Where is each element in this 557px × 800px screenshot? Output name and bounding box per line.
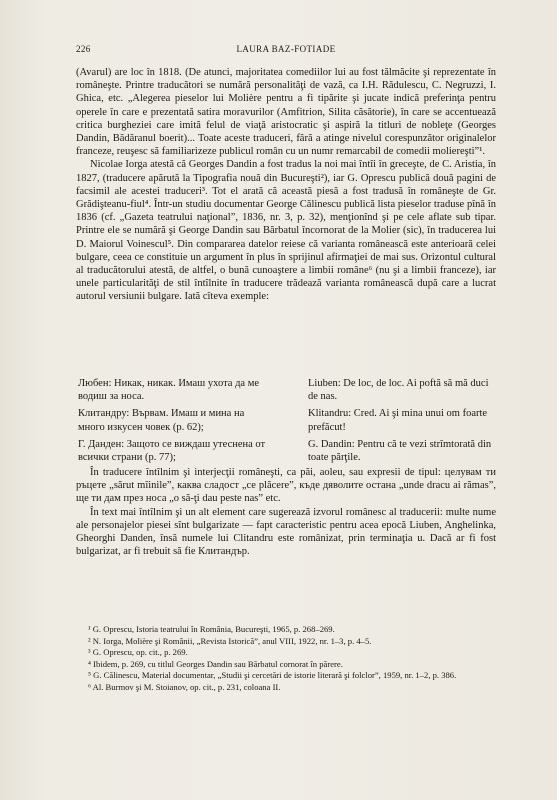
continued-text	[76, 466, 496, 558]
footnote: ² N. Iorga, Molière şi Românii, „Revista Istorică”, anul VIII, 1922, nr. 1–3, p. 4–5.	[88, 635, 372, 646]
dialogue-comparison	[76, 377, 496, 464]
footnote: ⁴ Ibidem, p. 269, cu titlul Georges Dandin sau Bărbatul cornorat în părere.	[88, 658, 343, 669]
footnote: ³ G. Oprescu, op. cit., p. 269.	[88, 647, 188, 658]
paragraph: În text mai întîlnim şi un alt element care sugerează izvorul românesc al traducerii: multe nume ale personajelor piesei sînt bulgarizate — fapt caracteristic pentru acea epocă Liuben, Anghelinka, Gheorghi Danden, însă numele lui Clitandru este românizat, prin terminaţia u. Dacă ar fi fost bulgarizat, ar fi trebuit să fie Клитандър.	[76, 506, 496, 558]
romanian-line: G. Dandin: Pentru că te vezi strîmtorată din toate părţile.	[308, 438, 492, 464]
bulgarian-line: Клитандру: Вървам. Имаш и мина на много изкусен човек (p. 62);	[78, 408, 245, 433]
paragraph: În traducere întîlnim şi interjecţii româneşti, ca păi, aoleu, sau expresii de tipul: целувам ти ръцете „sărut mîinile”, каква сладост „ce plăcere”, къде дяволите остана „unde dracu ai rămas”, ще ти дам през носа „o să-ţi dau peste nas” etc.	[76, 467, 496, 505]
footnote: ¹ G. Oprescu, Istoria teatrului în România, Bucureşti, 1965, p. 268–269.	[88, 624, 335, 634]
page-number: 226	[76, 44, 91, 54]
main-text	[76, 66, 496, 304]
romanian-column	[308, 377, 498, 468]
footnote: ⁶ Al. Burmov şi M. Stoianov, op. cit., p. 231, coloana II.	[88, 681, 281, 692]
paragraph: (Avarul) are loc în 1818. (De atunci, majoritatea comediilor lui au fost tălmăcite şi reprezentate în româneşte. Printre traducători se numără personalităţi de vază, ca I.H. Rădulescu, C. Negruzzi, I. Ghica, etc. „Alegerea pieselor lui Molière pentru a fi tipărite şi jucate indică preferinţa pentru operele în care e prezentată satira moravurilor (Amfitrion, Silita căsătorie), în care se accentuează critica burgheziei care imită felul de viaţă aristocratic şi aspiră la titluri de nobleţe (Georges Dandin, Bădăranul boerit)... Toate aceste traduceri, fără a atinge nivelul corespunzător originalelor franceze, reuşesc să familiarizeze publicul român cu un numr remarcabil de comedii moliereşti”¹.	[76, 67, 496, 158]
footnotes	[76, 624, 496, 694]
bulgarian-line: Г. Данден: Защото се виждаш утеснена от всички страни (p. 77);	[78, 438, 266, 464]
bulgarian-column	[78, 377, 268, 468]
paragraph: Nicolae Iorga atestă că Georges Dandin a fost tradus la noi mai întîi în greceşte, de C. Aristia, în 1827, (traducere apărută la Tipografia nouă din Bucureşti²), iar G. Oprescu publică două pagini de facsimil ale acestei traduceri³. Tot el arată că această piesă a fost tradusă în româneşte de Gr. Grădişteanu-fiul⁴. Într-un studiu documentar George Călinescu publică lista pieselor traduse pînă în 1836 (cf. „Gazeta teatrului naţional”, 1836, nr. 3, p. 32), menţionînd şi pe cele aflate sub tipar. Printre ele se numără şi George Dandin sau Bărbatul încornorat de la Molier (sic), în traducerea lui D. Maiorul Voinescul⁵. Din compararea datelor reiese că varianta românească este anterioară celei bulgare, ceea ce constituie un argument în plus în sprijinul afirmaţiei de mai sus. Orizontul cultural al traducătorului atestă, de altfel, o bună cunoaştere a limbii române⁶ (nu şi a limbii franceze), iar unele particularităţi de stil întîlnite în traducere trădează varianta românească după care a lucrat autorul versiunii bulgare. Iată cîteva exemple:	[76, 159, 496, 303]
romanian-line: Klitandru: Cred. Ai şi mina unui om foarte prefăcut!	[308, 408, 488, 433]
footnote: ⁵ G. Călinescu, Material documentar, „Studii şi cercetări de istorie literară şi folclor”, 1959, nr. 1–2, p. 386.	[88, 670, 457, 681]
running-title: LAURA BAZ-FOTIADE	[236, 44, 336, 54]
bulgarian-line: Любен: Никак, никак. Имаш ухота да ме водиш за носа.	[78, 378, 260, 403]
romanian-line: Liuben: De loc, de loc. Ai poftă să mă duci de nas.	[308, 378, 489, 403]
page-header	[76, 44, 496, 58]
